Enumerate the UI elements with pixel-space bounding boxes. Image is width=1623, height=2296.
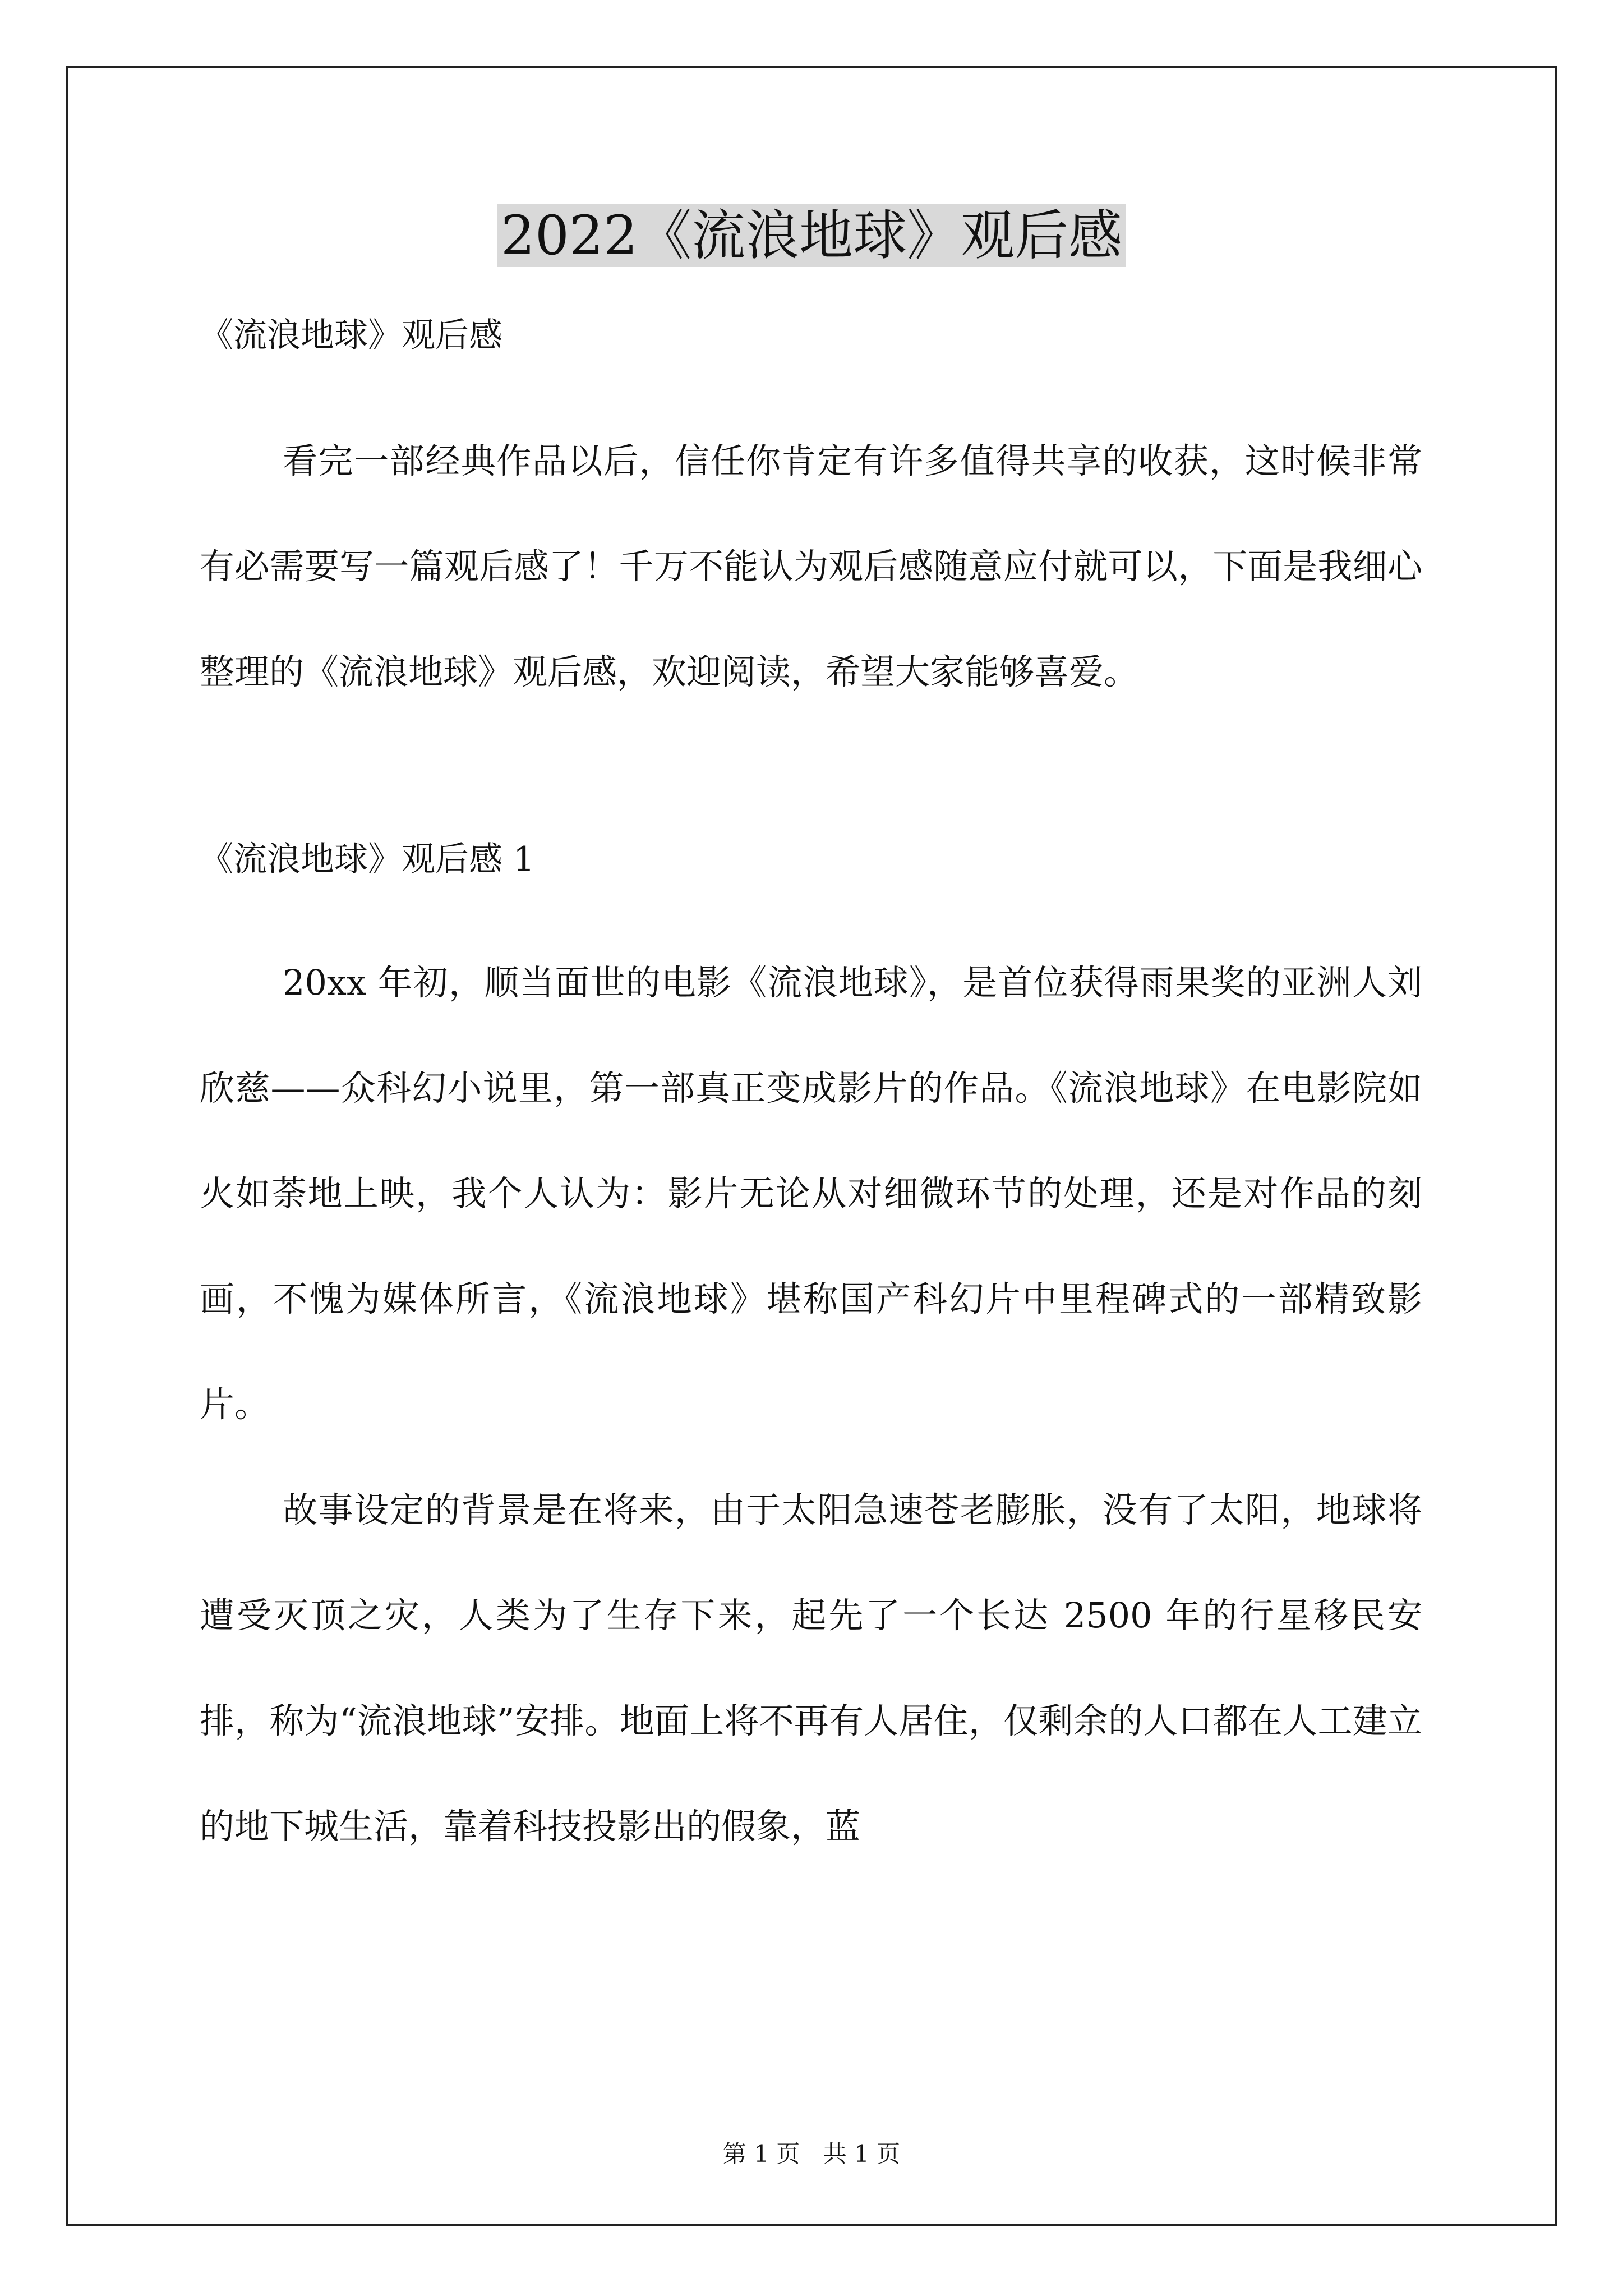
page-total: 共 1 页 bbox=[823, 2140, 901, 2168]
intro-heading: 《流浪地球》观后感 bbox=[200, 316, 502, 355]
section-paragraph: 20xx 年初，顺当面世的电影《流浪地球》，是首位获得雨果奖的亚洲人刘欣慈——众科幻小说里，第一部真正变成影片的作品。《流浪地球》在电影院如火如荼地上映，我个人认为：影片无论从对细微环节的处理，还是对作品的刻画，不愧为媒体所言，《流浪地球》堪称国产科幻片中里程碑式的一部精致影片。 bbox=[200, 962, 1422, 1425]
page-number: 第 1 页 bbox=[722, 2140, 800, 2168]
intro-paragraph: 看完一部经典作品以后，信任你肯定有许多值得共享的收获，这时候非常有必需要写一篇观后感了！千万不能认为观后感随意应付就可以，下面是我细心整理的《流浪地球》观后感，欢迎阅读，希望大家能够喜爱。 bbox=[200, 440, 1422, 692]
section-paragraph: 故事设定的背景是在将来，由于太阳急速苍老膨胀，没有了太阳，地球将遭受灭顶之灾，人类为了生存下来，起先了一个长达 2500 年的行星移民安排，称为“流浪地球”安排。地面上将不再有人居住，仅剩余的人口都在人工建立的地下城生活，靠着科技投影出的假象，蓝 bbox=[200, 1489, 1422, 1847]
document-title-text: 2022《流浪地球》观后感 bbox=[497, 204, 1126, 267]
document-title bbox=[0, 199, 1623, 272]
section-heading: 《流浪地球》观后感 1 bbox=[200, 840, 535, 879]
page-footer bbox=[0, 2137, 1623, 2171]
document-body bbox=[200, 307, 1422, 1879]
